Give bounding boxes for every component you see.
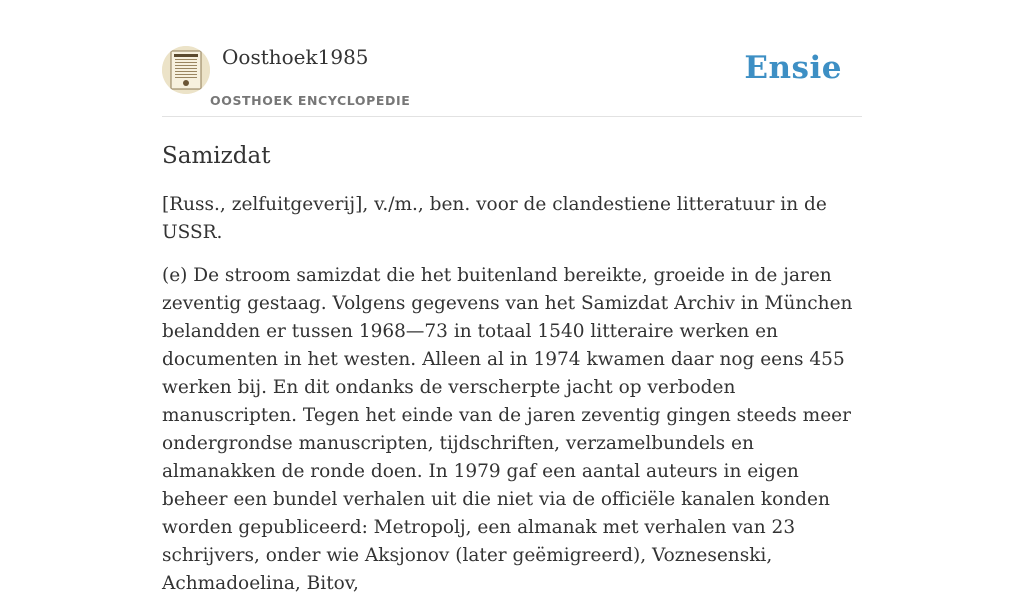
article-definition: [Russ., zelfuitgeverij], v./m., ben. voor de clandestiene litteratuur in de USSR. (162, 194, 827, 243)
author-link[interactable]: Oosthoek1985 (222, 45, 369, 69)
encyclopedia-book-icon[interactable] (162, 46, 210, 94)
article-title: Samizdat (162, 143, 271, 169)
article-header (162, 0, 862, 117)
article-page (162, 0, 862, 598)
source-label: OOSTHOEK ENCYCLOPEDIE (210, 93, 411, 108)
article-body: (e) De stroom samizdat die het buitenland bereikte, groeide in de jaren zeventig gestaag. Volgens gegevens van het Samizdat Archiv in München belandden er tussen 1968—73 in totaal 1540 litteraire werken en documenten in het westen. Alleen al in 1974 kwamen daar nog eens 455 werken bij. En dit ondanks de verscherpte jacht op verboden manuscripten. Tegen het einde van de jaren zeventig gingen steeds meer ondergrondse manuscripten, tijdschriften, verzamelbundels en almanakken de ronde doen. In 1979 gaf een aantal auteurs in eigen beheer een bundel verhalen uit die niet via de officiële kanalen konden worden gepubliceerd: Metropolj, een almanak met verhalen van 23 schrijvers, onder wie Aksjonov (later geëmigreerd), Voznesenski, Achmadoelina, Bitov, (162, 265, 853, 594)
site-logo[interactable]: Ensie (744, 50, 842, 86)
